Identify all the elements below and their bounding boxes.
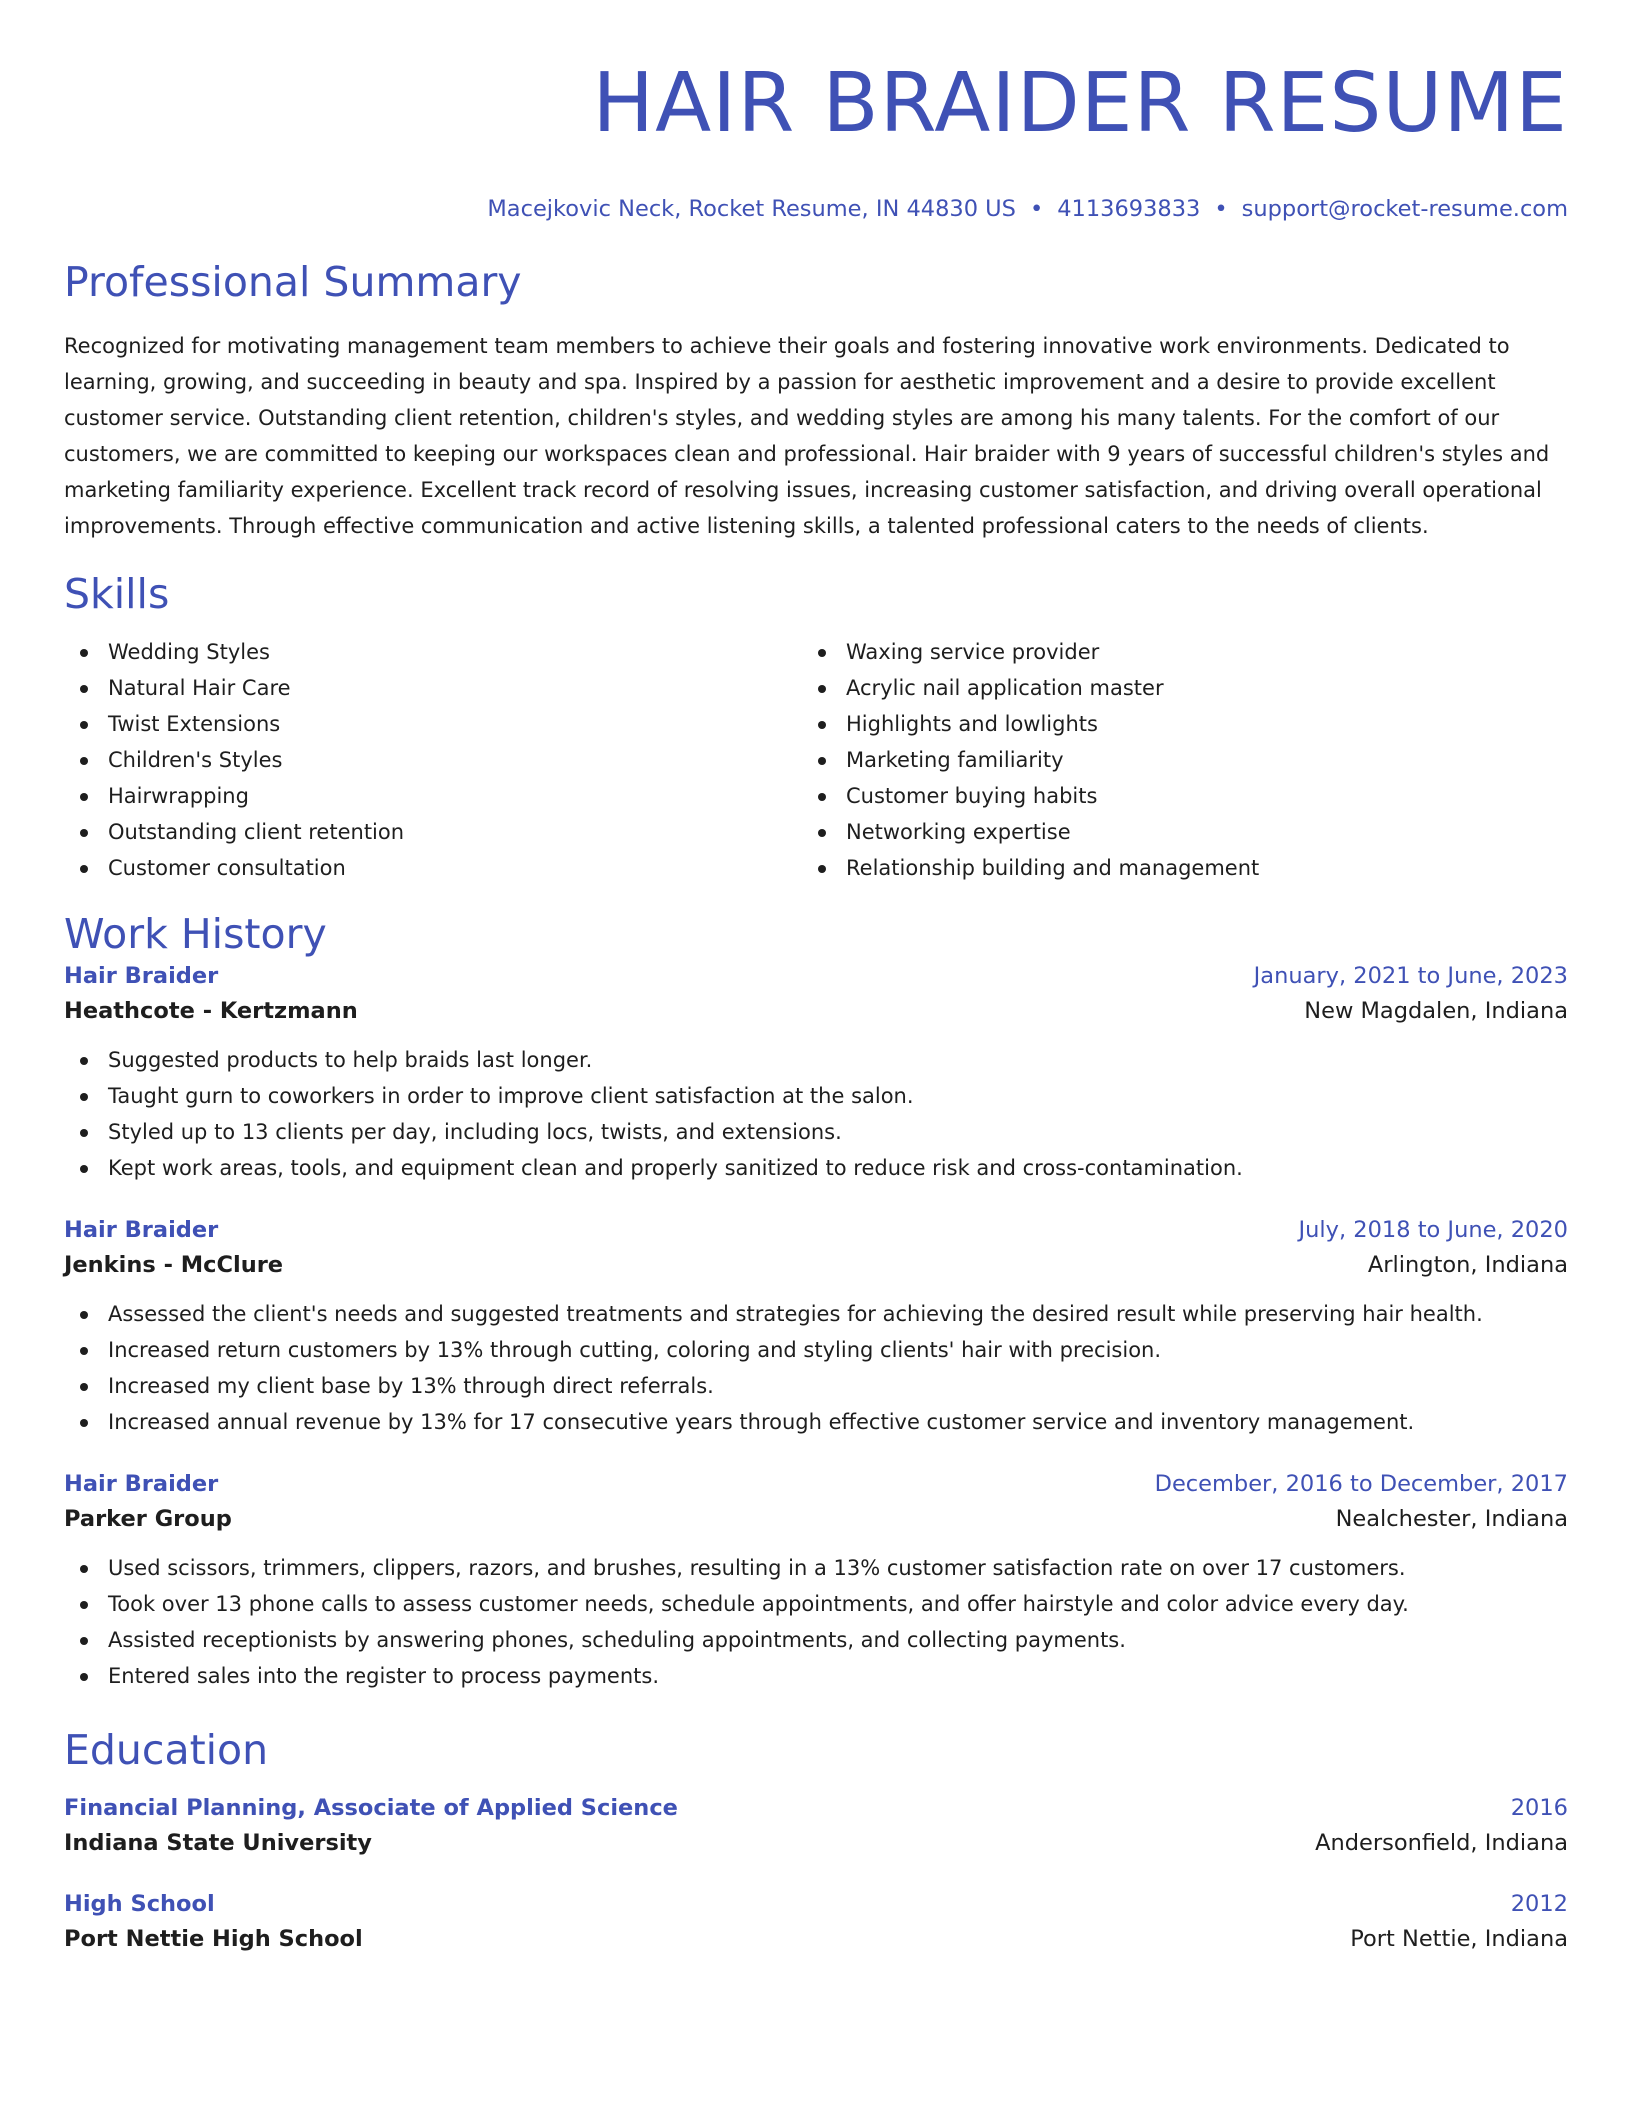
contact-phone[interactable]: 4113693833: [1057, 196, 1201, 222]
job-company-row: [64, 992, 1568, 1030]
skills-list: [64, 634, 1568, 886]
education-entry: [64, 1792, 1568, 1862]
contact-line: [64, 194, 1568, 224]
job-entry: [64, 1468, 1568, 1694]
contact-address: Macejkovic Neck, Rocket Resume, IN 44830 US: [487, 196, 1016, 222]
skill-item: Outstanding client retention: [64, 814, 802, 850]
education-location: Port Nettie, Indiana: [1350, 1926, 1568, 1952]
education-degree: High School: [64, 1891, 215, 1917]
skill-item: Relationship building and management: [802, 850, 1540, 886]
education-year: 2012: [1510, 1891, 1568, 1917]
education-school: Port Nettie High School: [64, 1926, 363, 1952]
job-role: Hair Braider: [64, 1471, 219, 1497]
education-header-row: [64, 1888, 1568, 1920]
education-school: Indiana State University: [64, 1830, 372, 1856]
education-school-row: [64, 1824, 1568, 1862]
skill-item: Hairwrapping: [64, 778, 802, 814]
skill-item: Children's Styles: [64, 742, 802, 778]
education-entry: [64, 1888, 1568, 1958]
skills-column-right: [802, 634, 1540, 886]
contact-separator: •: [1029, 196, 1044, 222]
skill-item: Highlights and lowlights: [802, 706, 1540, 742]
job-bullet: Increased annual revenue by 13% for 17 consecutive years through effective customer service and inventory management.: [64, 1404, 1568, 1440]
job-location: Arlington, Indiana: [1367, 1252, 1568, 1278]
job-entry: [64, 960, 1568, 1186]
skills-heading: Skills: [64, 570, 170, 618]
education-degree: Financial Planning, Associate of Applied Science: [64, 1795, 678, 1821]
job-bullet: Took over 13 phone calls to assess customer needs, schedule appointments, and offer hairstyle and color advice every day.: [64, 1586, 1568, 1622]
job-company-row: [64, 1246, 1568, 1284]
skill-item: Twist Extensions: [64, 706, 802, 742]
job-bullet: Entered sales into the register to process payments.: [64, 1658, 1568, 1694]
job-bullet: Assisted receptionists by answering phones, scheduling appointments, and collecting payments.: [64, 1622, 1568, 1658]
job-bullets: [64, 1296, 1568, 1440]
job-dates: July, 2018 to June, 2020: [1298, 1217, 1568, 1243]
education-header-row: [64, 1792, 1568, 1824]
skill-item: Customer consultation: [64, 850, 802, 886]
job-bullet: Increased return customers by 13% through cutting, coloring and styling clients' hair with precision.: [64, 1332, 1568, 1368]
job-role: Hair Braider: [64, 963, 219, 989]
job-company: Parker Group: [64, 1506, 232, 1532]
skill-item: Customer buying habits: [802, 778, 1540, 814]
skill-item: Networking expertise: [802, 814, 1540, 850]
job-header-row: [64, 960, 1568, 992]
job-location: New Magdalen, Indiana: [1304, 998, 1568, 1024]
job-dates: January, 2021 to June, 2023: [1253, 963, 1568, 989]
job-role: Hair Braider: [64, 1217, 219, 1243]
job-bullet: Used scissors, trimmers, clippers, razors, and brushes, resulting in a 13% customer satisfaction rate on over 17 customers.: [64, 1550, 1568, 1586]
job-bullets: [64, 1550, 1568, 1694]
education-school-row: [64, 1920, 1568, 1958]
skill-item: Waxing service provider: [802, 634, 1540, 670]
skill-item: Acrylic nail application master: [802, 670, 1540, 706]
job-company: Heathcote - Kertzmann: [64, 998, 358, 1024]
job-bullet: Assessed the client's needs and suggested treatments and strategies for achieving the desired result while preserving hair health.: [64, 1296, 1568, 1332]
skill-item: Natural Hair Care: [64, 670, 802, 706]
job-location: Nealchester, Indiana: [1335, 1506, 1568, 1532]
education-location: Andersonfield, Indiana: [1315, 1830, 1568, 1856]
education-year: 2016: [1510, 1795, 1568, 1821]
resume-title: HAIR BRAIDER RESUME: [592, 56, 1568, 151]
skill-item: Marketing familiarity: [802, 742, 1540, 778]
job-header-row: [64, 1214, 1568, 1246]
contact-separator: •: [1214, 196, 1228, 222]
job-bullet: Kept work areas, tools, and equipment clean and properly sanitized to reduce risk and cross-contamination.: [64, 1150, 1568, 1186]
job-entry: [64, 1214, 1568, 1440]
job-header-row: [64, 1468, 1568, 1500]
job-bullets: [64, 1042, 1568, 1186]
skill-item: Wedding Styles: [64, 634, 802, 670]
job-company: Jenkins - McClure: [64, 1252, 284, 1278]
job-bullet: Styled up to 13 clients per day, including locs, twists, and extensions.: [64, 1114, 1568, 1150]
work-history-heading: Work History: [64, 910, 327, 958]
education-heading: Education: [64, 1726, 269, 1774]
summary-heading: Professional Summary: [64, 258, 522, 306]
job-dates: December, 2016 to December, 2017: [1154, 1471, 1568, 1497]
job-company-row: [64, 1500, 1568, 1538]
job-bullet: Suggested products to help braids last longer.: [64, 1042, 1568, 1078]
contact-email[interactable]: support@rocket-resume.com: [1241, 196, 1568, 222]
summary-text: Recognized for motivating management team members to achieve their goals and fostering innovative work environments. Dedicated to learning, growing, and succeeding in beauty and spa. Inspired by a passion for aesthetic improvement and a desire to provide excellent customer service. Outstanding client retention, children's styles, and wedding styles are among his many talents. For the comfort of our customers, we are committed to keeping our workspaces clean and professional. Hair braider with 9 years of successful children's styles and marketing familiarity experience. Excellent track record of resolving issues, increasing customer satisfaction, and driving overall operational improvements. Through effective communication and active listening skills, a talented professional caters to the needs of clients.: [64, 334, 1550, 538]
job-bullet: Taught gurn to coworkers in order to improve client satisfaction at the salon.: [64, 1078, 1568, 1114]
skills-column-left: [64, 634, 802, 886]
job-bullet: Increased my client base by 13% through direct referrals.: [64, 1368, 1568, 1404]
